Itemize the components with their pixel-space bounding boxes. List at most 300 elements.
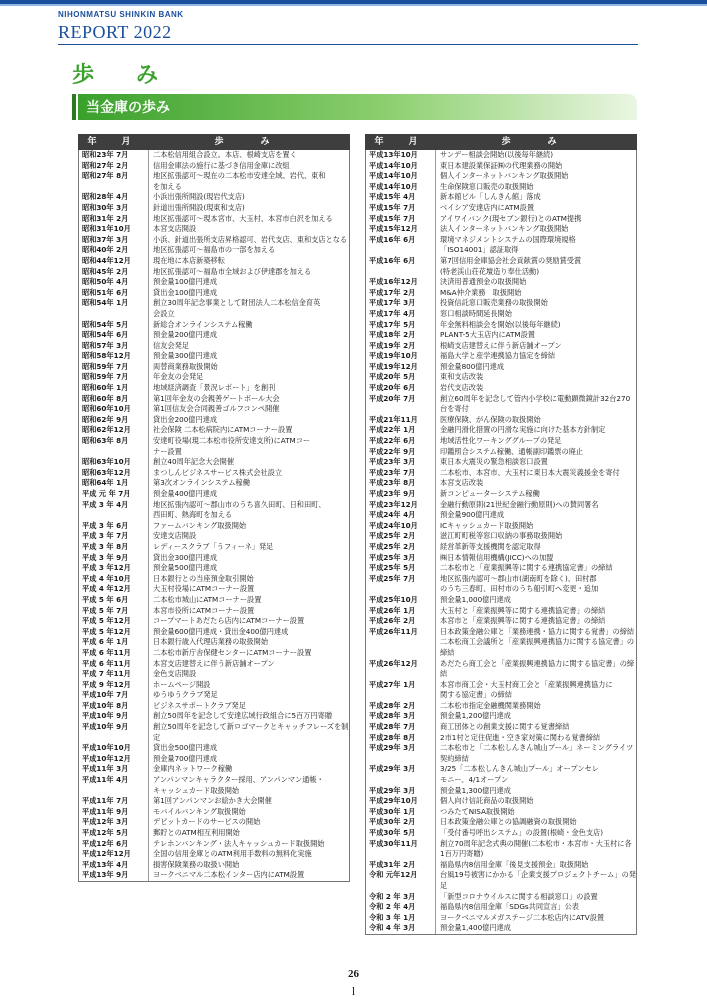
row-year-month: 平成25年 2月 — [366, 531, 436, 542]
row-year-month: 平成29年10月 — [366, 796, 436, 807]
row-year-month: 昭和63年12月 — [79, 468, 149, 479]
table-row — [366, 309, 636, 320]
table-row — [366, 383, 636, 394]
row-year-month: 平成15年12月 — [366, 224, 436, 235]
row-event: 生命保険窓口販売の取扱開始 — [440, 181, 534, 191]
table-row — [79, 330, 349, 341]
table-header — [365, 134, 637, 150]
row-year-month: 平成10年10月 — [79, 743, 149, 754]
row-year-month: 平成10年12月 — [79, 754, 149, 765]
row-year-month: 昭和50年 4月 — [79, 277, 149, 288]
table-row — [79, 341, 349, 352]
row-event: 二本松市と「産業振興等に関する連携協定書」の締結 — [440, 563, 613, 573]
table-row — [79, 256, 349, 267]
row-year-month: 平成20年 6月 — [366, 383, 436, 394]
header-year-month: 年 月 — [87, 137, 139, 147]
row-event: 二本松信用組合設立。本店、根崎支店を置く — [153, 150, 297, 159]
table-row — [79, 775, 349, 796]
table-row — [79, 235, 349, 246]
table-row — [366, 923, 636, 934]
table-row — [366, 616, 636, 627]
row-year-month: 昭和62年12月 — [79, 425, 149, 436]
row-year-month: 平成23年12月 — [366, 500, 436, 511]
table-row — [366, 415, 636, 426]
table-row — [79, 849, 349, 860]
row-event: 本宮支店建替えに伴う新店舗オープン — [153, 658, 275, 668]
table-row — [79, 372, 349, 383]
table-row — [366, 531, 636, 542]
table-row — [79, 214, 349, 225]
table-row — [79, 531, 349, 542]
row-year-month: 平成 6 年 1月 — [79, 637, 149, 648]
row-year-month: 昭和60年10月 — [79, 404, 149, 415]
table-row — [366, 447, 636, 458]
row-event: 預金量1,200億円達成 — [440, 711, 511, 721]
table-body-left — [78, 150, 350, 882]
row-event: 針道出張所開設(現東和支店) — [153, 202, 245, 212]
row-year-month: 令和 2 年 3月 — [366, 892, 436, 903]
table-row — [79, 150, 349, 161]
table-row — [366, 500, 636, 511]
row-year-month: 平成26年 2月 — [366, 616, 436, 627]
row-year-month: 平成12年 6月 — [79, 839, 149, 850]
row-year-month: 昭和31年10月 — [79, 224, 149, 235]
row-year-month: 平成19年 2月 — [366, 341, 436, 352]
table-row — [366, 478, 636, 489]
table-row — [79, 192, 349, 203]
row-event: 本宮支店開設 — [153, 224, 197, 234]
row-event: 本宮支店改装 — [440, 478, 484, 488]
table-row — [79, 860, 349, 871]
report-title: REPORT 2022 — [58, 22, 172, 42]
row-year-month: 昭和60年 8月 — [79, 394, 149, 405]
row-event: 大玉村と「産業振興等に関する連携協定書」の締結 — [440, 605, 606, 615]
row-event: 創立40周年記念大会開催 — [153, 457, 235, 467]
table-row — [79, 616, 349, 627]
row-year-month: 平成11年 9月 — [79, 807, 149, 818]
table-row — [366, 425, 636, 436]
row-year-month: 平成 9 年12月 — [79, 680, 149, 691]
table-row — [366, 870, 636, 891]
row-year-month: 平成17年 2月 — [366, 288, 436, 299]
table-row — [79, 404, 349, 415]
page-mark: l — [351, 984, 356, 998]
row-year-month: 昭和45年 2月 — [79, 267, 149, 278]
table-row — [79, 500, 349, 521]
row-year-month: 昭和54年 6月 — [79, 330, 149, 341]
row-event: 創立30周年記念事業として財団法人二本松信金育英 会設立 — [153, 298, 321, 318]
table-row — [79, 754, 349, 765]
table-row — [366, 171, 636, 182]
row-event: 地区拡張認可～現本宮市、大玉村、本宮市白沢を加える — [153, 213, 333, 223]
table-row — [366, 839, 636, 860]
row-event: 金融行動原則(21世紀金融行動原則)への賛同署名 — [440, 499, 599, 509]
table-row — [366, 563, 636, 574]
row-event: 預金量1,300億円達成 — [440, 785, 511, 795]
table-row — [366, 341, 636, 352]
row-year-month: 昭和40年 2月 — [79, 245, 149, 256]
table-row — [366, 521, 636, 532]
row-event: 「新型コロナウイルスに関する相談窓口」の設置 — [440, 891, 598, 901]
row-year-month: 平成25年 3月 — [366, 553, 436, 564]
table-header — [78, 134, 350, 150]
table-row — [366, 436, 636, 447]
table-body-right — [365, 150, 637, 935]
row-event: 年金友の会発足 — [153, 372, 204, 382]
table-row — [79, 362, 349, 373]
row-event: 創立50周年を記念して新ロゴマークとキャッチフレーズを制定 — [153, 722, 349, 742]
row-year-month: 平成29年 3月 — [366, 743, 436, 764]
row-year-month: 平成26年11月 — [366, 627, 436, 659]
row-event: 個人向け信託商品の取扱開始 — [440, 796, 534, 806]
table-row — [366, 627, 636, 659]
row-event: まつしんビジネスサービス株式会社設立 — [153, 467, 283, 477]
row-year-month: 平成 3 年 7月 — [79, 531, 149, 542]
table-row — [366, 298, 636, 309]
table-row — [366, 606, 636, 617]
table-row — [366, 680, 636, 701]
row-year-month: 平成28年 8月 — [366, 733, 436, 744]
row-year-month: 平成10年 7月 — [79, 690, 149, 701]
table-row — [79, 680, 349, 691]
row-event: 地区拡張認可～福島市全域および伊達郡を加える — [153, 266, 312, 276]
row-year-month: 平成25年10月 — [366, 595, 436, 606]
table-row — [79, 595, 349, 606]
row-year-month: 平成 3 年12月 — [79, 563, 149, 574]
row-event: ホームページ開設 — [153, 679, 211, 689]
row-year-month: 昭和30年 3月 — [79, 203, 149, 214]
table-row — [366, 150, 636, 161]
row-event: 信用金庫法の施行に基づき信用金庫に改組 — [153, 160, 290, 170]
row-year-month: 昭和63年10月 — [79, 457, 149, 468]
history-table-left — [78, 134, 350, 882]
table-row — [366, 701, 636, 712]
row-year-month: 平成30年11月 — [366, 839, 436, 860]
row-event: 地区拡張内認可～郡山市(湖南町を除く)、田村郡 のうち三春町、田村市のうち船引町へ変更・追加 — [440, 573, 599, 594]
row-event: 損害保険業務の取扱い開始 — [153, 859, 240, 869]
row-year-month: 平成21年11月 — [366, 415, 436, 426]
table-row — [79, 383, 349, 394]
row-year-month: 平成30年 2月 — [366, 817, 436, 828]
table-row — [366, 288, 636, 299]
table-row — [366, 161, 636, 172]
row-year-month: 平成26年12月 — [366, 659, 436, 680]
row-event: 本宮市役所にATMコーナー設置 — [153, 605, 255, 615]
row-year-month: 平成22年 9月 — [366, 447, 436, 458]
table-row — [79, 171, 349, 192]
table-row — [79, 203, 349, 214]
row-event: 窓口相談時間延長開始 — [440, 308, 512, 318]
table-row — [366, 468, 636, 479]
row-year-month: 平成 7 年11月 — [79, 669, 149, 680]
row-year-month: 平成26年 1月 — [366, 606, 436, 617]
history-table-right — [365, 134, 637, 935]
row-year-month: 平成 5 年12月 — [79, 627, 149, 638]
table-row — [366, 394, 636, 415]
table-row — [366, 192, 636, 203]
row-year-month: 平成16年 6月 — [366, 256, 436, 277]
row-event: 預金量600億円達成・貸出金400億円達成 — [153, 626, 289, 636]
row-year-month: 平成30年 1月 — [366, 807, 436, 818]
row-event: 二本松市新庁舎保健センターにATMコーナー設置 — [153, 647, 312, 657]
row-event: 東日本建設業保証㈱の代理業務の開始 — [440, 160, 563, 170]
row-event: 小浜、針道出張所支店昇格認可、岩代支店、東和支店となる — [153, 234, 348, 244]
row-event: 預金量500億円達成 — [153, 563, 218, 573]
row-year-month: 平成25年 7月 — [366, 574, 436, 595]
row-event: 預金量100億円達成 — [153, 277, 218, 287]
row-year-month: 平成30年 5月 — [366, 828, 436, 839]
row-event: ㈱日本情報信用機構(JICC)への加盟 — [440, 552, 554, 562]
row-year-month: 平成23年 9月 — [366, 489, 436, 500]
row-event: 二本松市と「二本松しんきん城山プール」ネーミングライツ契約締結 — [440, 743, 634, 763]
row-year-month: 平成11年 7月 — [79, 796, 149, 807]
row-year-month: 平成23年 7月 — [366, 468, 436, 479]
table-row — [366, 659, 636, 680]
row-event: 第1回アンパンマンお絵かき大会開催 — [153, 796, 272, 806]
row-year-month: 平成12年12月 — [79, 849, 149, 860]
row-year-month: 平成11年 4月 — [79, 775, 149, 796]
row-year-month: 平成29年 3月 — [366, 786, 436, 797]
row-year-month: 平成20年 5月 — [366, 372, 436, 383]
row-year-month: 平成 4 年12月 — [79, 584, 149, 595]
row-event: 預金量400億円達成 — [153, 489, 218, 498]
row-year-month: 昭和63年 8月 — [79, 436, 149, 457]
row-event: 滋江町町税等窓口収納の事務取扱開始 — [440, 531, 563, 541]
row-year-month: 昭和58年12月 — [79, 351, 149, 362]
row-year-month: 平成15年 4月 — [366, 192, 436, 203]
row-event: 新本館ビル「しんきん館」落成 — [440, 192, 541, 202]
row-year-month: 昭和57年 3月 — [79, 341, 149, 352]
row-year-month: 平成19年10月 — [366, 351, 436, 362]
row-event: 年金無料相談会を開始(以後毎年継続) — [440, 319, 561, 329]
row-event: 第1回信友会合同親善ゴルフコンペ開催 — [153, 404, 280, 414]
table-row — [79, 637, 349, 648]
header-event: 歩 み — [214, 137, 284, 147]
table-row — [366, 224, 636, 235]
row-year-month: 昭和44年12月 — [79, 256, 149, 267]
table-row — [79, 690, 349, 701]
table-row — [79, 478, 349, 489]
table-row — [79, 648, 349, 659]
row-event: 第1回年金友の会親善ゲートボール大会 — [153, 393, 280, 403]
table-row — [79, 563, 349, 574]
row-year-month: 昭和54年 5月 — [79, 320, 149, 331]
row-year-month: 平成31年 2月 — [366, 860, 436, 871]
table-row — [366, 595, 636, 606]
row-year-month: 平成10年 9月 — [79, 711, 149, 722]
row-year-month: 平成 6 年11月 — [79, 659, 149, 670]
bank-name: NIHONMATSU SHINKIN BANK — [58, 10, 184, 19]
row-event: 第3次オンラインシステム稼働 — [153, 478, 250, 488]
row-event: 第7回信用金庫協会社会貢献賞の奨励賞受賞 (特老渓山荘花壇造り奉仕活動) — [440, 255, 582, 276]
table-row — [79, 288, 349, 299]
row-event: 岩代支店改装 — [440, 383, 484, 393]
row-year-month: 昭和64年 1月 — [79, 478, 149, 489]
table-row — [366, 235, 636, 256]
row-event: 安達町役場(現二本松市役所安達支所)にATMコー ナー設置 — [153, 436, 311, 456]
row-year-month: 平成20年 7月 — [366, 394, 436, 415]
row-event: 預金量300億円達成 — [153, 351, 218, 361]
row-year-month: 令和 2 年 4月 — [366, 902, 436, 913]
row-year-month: 平成27年 1月 — [366, 680, 436, 701]
row-year-month: 昭和27年 8月 — [79, 171, 149, 192]
row-event: 根崎支店建替えに伴う新店舗オープン — [440, 340, 562, 350]
table-row — [366, 817, 636, 828]
row-event: あだたら商工会と「産業振興連携協力に関する協定書」の締結 — [440, 658, 635, 679]
row-event: 貸出金200億円達成 — [153, 414, 218, 424]
row-event: 大玉村役場にATMコーナー設置 — [153, 584, 255, 594]
row-event: 「受付番号呼出システム」の設置(根崎・金色支店) — [440, 828, 604, 837]
table-row — [79, 436, 349, 457]
row-event: 創立60周年を記念して管内小学校に電動顕微鏡計32台270台を寄付 — [440, 393, 631, 414]
row-year-month: 平成 3 年 8月 — [79, 542, 149, 553]
row-year-month: 平成14年10月 — [366, 161, 436, 172]
table-row — [366, 457, 636, 468]
row-event: 金色支店開設 — [153, 669, 197, 679]
row-year-month: 昭和23年 7月 — [79, 150, 149, 161]
row-year-month: 平成 4 年10月 — [79, 574, 149, 585]
row-event: 投資信託窓口販売業務の取扱開始 — [440, 298, 548, 308]
row-event: 決済用普通預金の取扱開始 — [440, 277, 527, 287]
row-year-month: 平成29年 3月 — [366, 764, 436, 785]
row-year-month: 昭和54年 1月 — [79, 298, 149, 319]
row-year-month: 平成16年 6月 — [366, 235, 436, 256]
row-event: 日本政策金融公庫との協調融資の取扱開始 — [440, 817, 577, 827]
row-year-month: 平成24年10月 — [366, 521, 436, 532]
row-event: 印鑑照合システム稼働、通帳副印鑑票の廃止 — [440, 446, 584, 456]
row-year-month: 平成15年 7月 — [366, 214, 436, 225]
row-event: 日本銀行との当座預金取引開始 — [153, 573, 254, 583]
table-row — [366, 743, 636, 764]
row-event: M&A仲介業務 取扱開始 — [440, 287, 522, 297]
table-row — [79, 298, 349, 319]
table-row — [366, 807, 636, 818]
table-row — [79, 817, 349, 828]
table-row — [366, 362, 636, 373]
row-event: 小浜出張所開設(現岩代支店) — [153, 192, 245, 202]
table-row — [366, 256, 636, 277]
row-event: 創立70周年記念式典の開催(二本松市・本宮市・大玉村に各1百万円寄贈) — [440, 838, 632, 859]
row-event: 新コンピューターシステム稼働 — [440, 489, 540, 498]
row-event: モバイルバンキング取扱開始 — [153, 806, 246, 816]
row-event: PLANT-5大玉店内にATM設置 — [440, 330, 535, 340]
table-row — [366, 553, 636, 564]
table-row — [79, 764, 349, 775]
row-event: 信友会発足 — [153, 340, 189, 350]
row-event: コープマートあだたら店内にATMコーナー設置 — [153, 616, 305, 626]
row-event: つみたてNISA取扱開始 — [440, 806, 515, 816]
row-year-month: 平成25年 5月 — [366, 563, 436, 574]
row-year-month: 平成12年 3月 — [79, 817, 149, 828]
row-event: 個人インターネットバンキング取扱開始 — [440, 171, 569, 181]
row-year-month: 平成 5 年 6月 — [79, 595, 149, 606]
table-row — [366, 351, 636, 362]
header-event: 歩 み — [501, 137, 571, 147]
table-row — [79, 468, 349, 479]
table-row — [366, 203, 636, 214]
row-year-month: 平成18年 2月 — [366, 330, 436, 341]
row-event: 郵貯とのATM相互利用開始 — [153, 828, 240, 837]
row-year-month: 平成 3 年 9月 — [79, 553, 149, 564]
table-row — [366, 214, 636, 225]
row-event: 商工団体との創業支援に関する覚書締結 — [440, 722, 570, 732]
row-event: 貸出金300億円達成 — [153, 552, 218, 562]
table-row — [79, 627, 349, 638]
row-year-month: 平成10年 8月 — [79, 701, 149, 712]
row-event: 預金量800億円達成 — [440, 361, 505, 371]
row-event: ファームバンキング取扱開始 — [153, 520, 247, 530]
table-row — [79, 807, 349, 818]
row-year-month: 平成28年 7月 — [366, 722, 436, 733]
table-row — [366, 574, 636, 595]
table-row — [79, 701, 349, 712]
row-year-month: 平成17年 4月 — [366, 309, 436, 320]
row-year-month: 平成22年 1月 — [366, 425, 436, 436]
row-year-month: 昭和27年 2月 — [79, 161, 149, 172]
table-row — [79, 245, 349, 256]
row-year-month: 昭和60年 1月 — [79, 383, 149, 394]
table-row — [79, 267, 349, 278]
table-row — [366, 320, 636, 331]
row-year-month: 平成 元 年 7月 — [79, 489, 149, 500]
row-event: 地区拡張認可～現在の二本松市安達全域、岩代、東和 を加える — [153, 171, 326, 191]
row-event: 金庫内ネットワーク稼働 — [153, 764, 233, 774]
table-row — [366, 902, 636, 913]
table-row — [79, 743, 349, 754]
row-year-month: 平成23年 3月 — [366, 457, 436, 468]
row-year-month: 平成25年 2月 — [366, 542, 436, 553]
table-row — [79, 161, 349, 172]
row-event: 東和支店改装 — [440, 372, 484, 382]
row-event: 地域経済調査「景況レポート」を創刊 — [153, 383, 276, 393]
table-row — [366, 913, 636, 924]
table-row — [366, 489, 636, 500]
row-event: 経営革新等支援機関を認定取得 — [440, 541, 541, 551]
table-row — [79, 457, 349, 468]
row-year-month: 平成17年 3月 — [366, 298, 436, 309]
row-event: 二本松市、本宮市、大玉村に東日本大震災義援金を寄付 — [440, 467, 620, 477]
table-row — [79, 224, 349, 235]
table-row — [366, 828, 636, 839]
row-year-month: 平成16年12月 — [366, 277, 436, 288]
row-event: サンデー相談会開始(以後毎年継続) — [440, 150, 554, 159]
row-year-month: 平成12年 5月 — [79, 828, 149, 839]
row-event: 貸出金500億円達成 — [153, 743, 218, 753]
row-year-month: 平成19年12月 — [366, 362, 436, 373]
row-event: ICキャッシュカード取扱開始 — [440, 520, 534, 530]
row-event: 日本政策金融公庫と「業務連携・協力に関する覚書」の締結 二本松商工会議所と「産業振興連携協力に関する協定書」の締結 — [440, 626, 635, 657]
table-row — [79, 351, 349, 362]
row-event: 東日本大震災の緊急相談窓口設置 — [440, 457, 548, 467]
header-rule — [58, 44, 638, 45]
banner-title: 当金庫の歩み — [86, 100, 170, 116]
table-row — [79, 521, 349, 532]
table-row — [366, 764, 636, 785]
row-year-month: 平成 5 年12月 — [79, 616, 149, 627]
row-event: 社会保険 二本松病院内にATMコーナー設置 — [153, 425, 293, 435]
row-event: レディースクラブ「うフィーネ」発足 — [153, 541, 274, 551]
row-event: 全国の信用金庫とのATM利用手数料の無料化実施 — [153, 849, 312, 859]
row-event: アイワイバンク(現セブン銀行)とのATM提携 — [440, 213, 582, 223]
table-row — [79, 320, 349, 331]
table-row — [79, 542, 349, 553]
row-event: ヨークベニマルメガステージ二本松店内にATV設置 — [440, 912, 605, 922]
row-year-month: 平成13年 9月 — [79, 870, 149, 881]
row-event: 現在地に本店新築移転 — [153, 255, 225, 265]
row-year-month: 令和 元年12月 — [366, 870, 436, 891]
row-year-month: 平成 3 年 4月 — [79, 500, 149, 521]
row-event: アンパンマンキャラクター採用、アンパンマン通帳・ キャッシュカード取扱開始 — [153, 775, 324, 795]
